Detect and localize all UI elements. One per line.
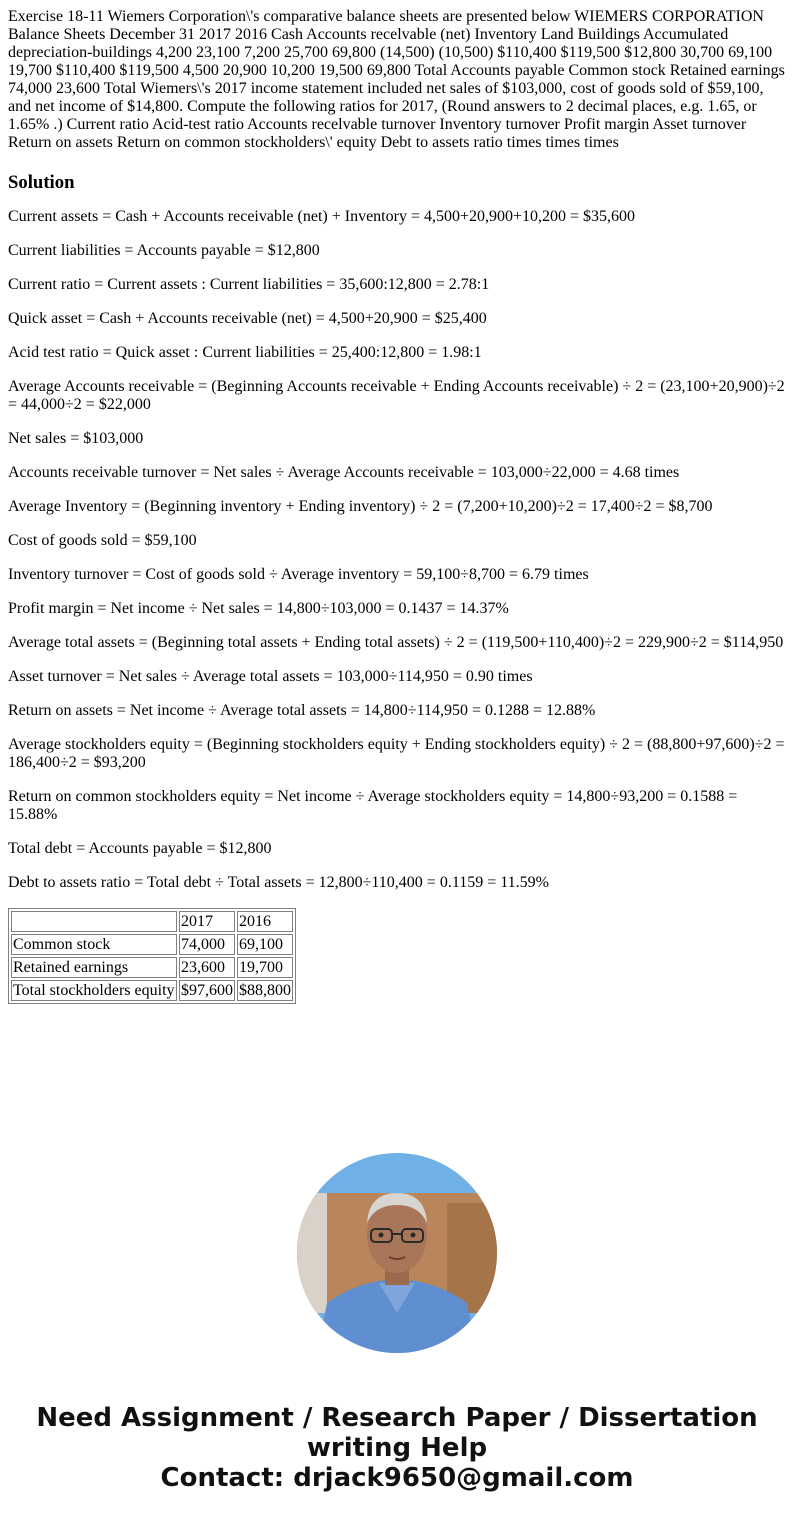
table-cell: 69,100 (237, 934, 293, 955)
step-cogs: Cost of goods sold = $59,100 (8, 532, 197, 549)
table-cell: Retained earnings (11, 957, 177, 978)
table-cell: 19,700 (237, 957, 293, 978)
promo-contact: Contact: drjack9650@gmail.com (160, 1463, 634, 1493)
table-cell: Common stock (11, 934, 177, 955)
table-cell: Total stockholders equity (11, 980, 177, 1001)
equity-table (8, 908, 296, 1004)
promo-line-1: Need Assignment / Research Paper / Dissertation (36, 1403, 758, 1433)
step-asset-turnover: Asset turnover = Net sales ÷ Average total assets = 103,000÷114,950 = 0.90 times (8, 668, 533, 685)
table-header-cell: 2016 (237, 911, 293, 932)
step-net-sales: Net sales = $103,000 (8, 430, 144, 447)
table-row (11, 980, 293, 1001)
table-header-cell (11, 911, 177, 932)
table-row (11, 957, 293, 978)
solution-heading: Solution (8, 172, 75, 193)
step-average-total-assets: Average total assets = (Beginning total assets + Ending total assets) ÷ 2 = (119,500+110,400)÷2 = 229,900÷2 = $114,950 (8, 634, 784, 651)
step-receivable-turnover: Accounts receivable turnover = Net sales ÷ Average Accounts receivable = 103,000÷22,000 = 4.68 times (8, 464, 680, 481)
question-text: Exercise 18-11 Wiemers Corporation\'s comparative balance sheets are presented below WIEMERS CORPORATION Balance Sheets December 31 2017 2016 Cash Accounts recelvable (net) Inventory Land Buildings Accumulated depreciation-buildings 4,200 23,100 7,200 25,700 69,800 (14,500) (10,500) $110,400 $119,500 $12,800 30,700 69,100 19,700 $110,400 $119,500 4,500 20,900 10,200 19,500 69,800 Total Accounts payable Common stock Retained earnings 74,000 23,600 Total Wiemers\'s 2017 income statement included net sales of $103,000, cost of goods sold of $59,100, and net income of $14,800. Compute the following ratios for 2017, (Round answers to 2 decimal places, e.g. 1.65, or 1.65% .) Current ratio Acid-test ratio Accounts recelvable turnover Inventory turnover Profit margin Asset turnover Return on assets Return on common stockholders\' equity Debt to assets ratio times times times (8, 8, 785, 151)
table-cell: $97,600 (181, 982, 233, 999)
step-debt-to-assets: Debt to assets ratio = Total debt ÷ Total assets = 12,800÷110,400 = 0.1159 = 11.59% (8, 874, 549, 891)
step-average-inventory: Average Inventory = (Beginning inventory + Ending inventory) ÷ 2 = (7,200+10,200)÷2 = 17,400÷2 = $8,700 (8, 498, 713, 515)
table-header-row (11, 911, 293, 932)
page-content (8, 8, 786, 1004)
person-portrait-icon (297, 1153, 497, 1353)
table-row (11, 934, 293, 955)
step-return-on-assets: Return on assets = Net income ÷ Average total assets = 14,800÷114,950 = 0.1288 = 12.88% (8, 702, 596, 719)
step-return-on-equity: Return on common stockholders equity = Net income ÷ Average stockholders equity = 14,800÷93,200 = 0.1588 = 15.88% (8, 788, 738, 823)
table-cell: $88,800 (239, 982, 291, 999)
step-quick-asset: Quick asset = Cash + Accounts receivable (net) = 4,500+20,900 = $25,400 (8, 310, 487, 327)
table-cell: 23,600 (179, 957, 235, 978)
promo-line-2: writing Help (306, 1433, 488, 1463)
promo-banner (0, 1403, 794, 1493)
solution-steps (8, 208, 786, 892)
step-profit-margin: Profit margin = Net income ÷ Net sales = 14,800÷103,000 = 0.1437 = 14.37% (8, 600, 509, 617)
step-current-liabilities: Current liabilities = Accounts payable = $12,800 (8, 242, 320, 259)
step-acid-test-ratio: Acid test ratio = Quick asset : Current liabilities = 25,400:12,800 = 1.98:1 (8, 344, 482, 361)
table-header-cell: 2017 (179, 911, 235, 932)
step-current-ratio: Current ratio = Current assets : Current liabilities = 35,600:12,800 = 2.78:1 (8, 276, 490, 293)
step-inventory-turnover: Inventory turnover = Cost of goods sold ÷ Average inventory = 59,100÷8,700 = 6.79 times (8, 566, 589, 583)
step-current-assets: Current assets = Cash + Accounts receivable (net) + Inventory = 4,500+20,900+10,200 = $35,600 (8, 208, 636, 225)
step-average-equity: Average stockholders equity = (Beginning stockholders equity + Ending stockholders equity) ÷ 2 = (88,800+97,600)÷2 = 186,400÷2 = $93,200 (8, 736, 785, 771)
step-total-debt: Total debt = Accounts payable = $12,800 (8, 840, 272, 857)
table-cell: 74,000 (179, 934, 235, 955)
avatar (297, 1153, 497, 1353)
step-average-receivables: Average Accounts receivable = (Beginning Accounts receivable + Ending Accounts receivable) ÷ 2 = (23,100+20,900)÷2 = 44,000÷2 = $22,000 (8, 378, 785, 413)
